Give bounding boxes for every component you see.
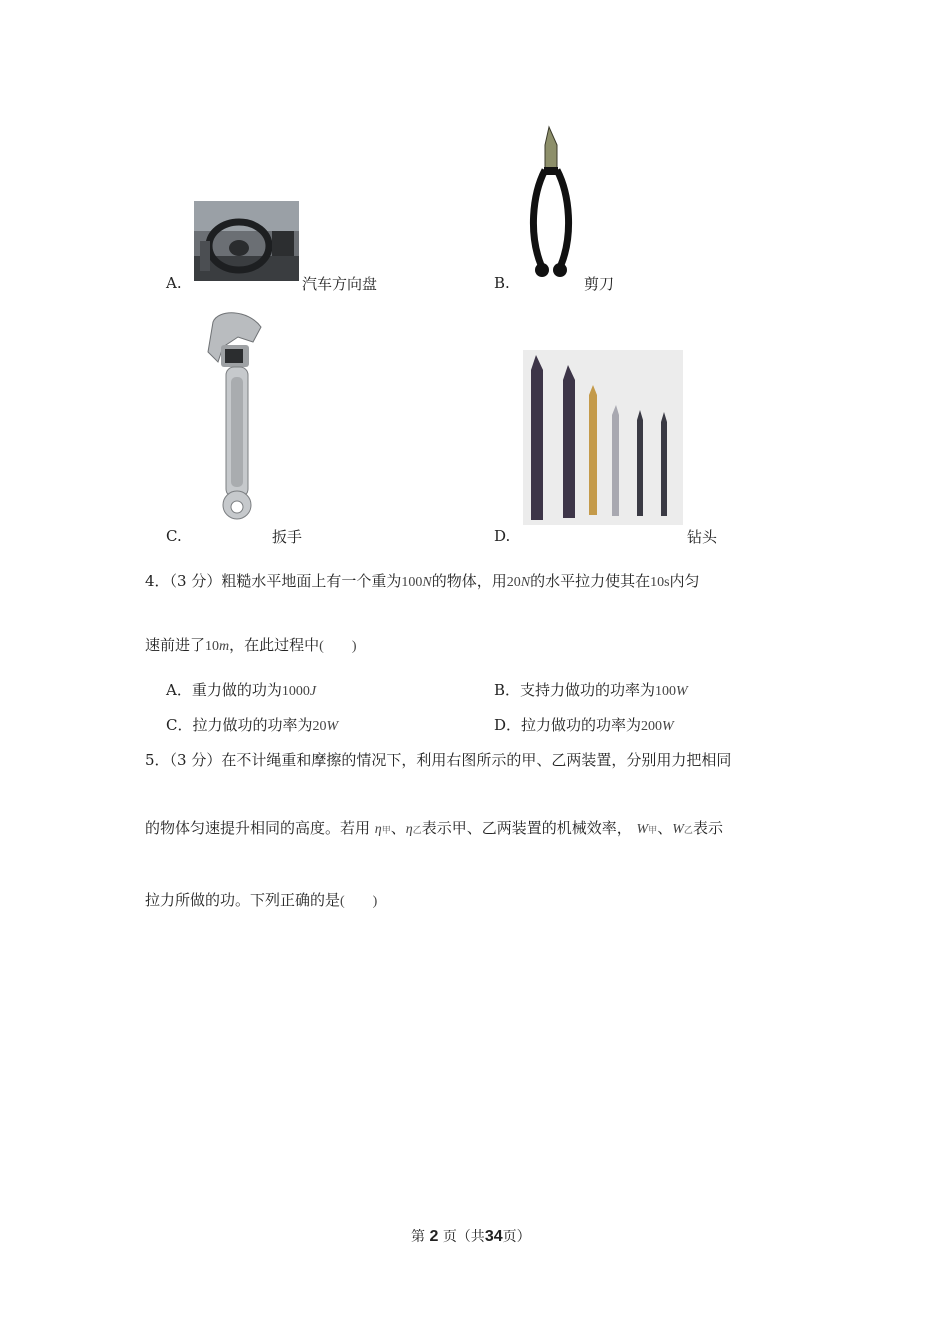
- question-4-line2: [145, 634, 356, 655]
- option-value: [282, 684, 316, 699]
- option-number: 200: [641, 719, 663, 734]
- w-yi-symbol: [672, 822, 693, 837]
- option-letter: C．: [166, 716, 193, 734]
- option-letter: D．: [494, 716, 522, 734]
- option-b-letter: B.: [494, 274, 510, 292]
- question-4-text: 的水平拉力使其在: [530, 572, 651, 590]
- option-a-letter: A.: [166, 274, 182, 292]
- w-jia-symbol: [637, 822, 658, 837]
- eta-symbol: η: [405, 822, 413, 837]
- option-number: 20: [312, 719, 327, 734]
- question-4-line1: [145, 570, 700, 591]
- scissors-image: [527, 125, 575, 280]
- question-4-text: 内匀: [669, 572, 700, 590]
- question-5-text: 表示: [692, 819, 723, 837]
- subscript-yi: 乙: [412, 825, 422, 835]
- q4-option-d[interactable]: [494, 714, 674, 735]
- subscript-jia: 甲: [381, 825, 391, 835]
- eta-symbol: η: [374, 822, 382, 837]
- option-value: [655, 684, 688, 699]
- force-unit: N: [520, 575, 531, 590]
- separator: 、: [390, 819, 406, 837]
- distance-number: 10: [205, 639, 220, 654]
- question-5-score: （3 分）: [169, 751, 222, 769]
- option-letter: A．: [166, 681, 192, 699]
- option-a-label: 汽车方向盘: [302, 275, 378, 293]
- question-5-text: 表示甲、乙两装置的机械效率，: [421, 819, 632, 837]
- weight-unit: N: [422, 575, 432, 590]
- drill-bits-image: [523, 350, 683, 525]
- question-4-text: ，在此过程中: [229, 636, 320, 654]
- option-value: [313, 719, 339, 734]
- option-value: [641, 719, 674, 734]
- question-4-text: 的物体，用: [431, 572, 507, 590]
- question-5-text: 的物体匀速提升相同的高度。若用: [145, 819, 371, 837]
- q4-option-b[interactable]: [494, 679, 688, 700]
- eta-jia-symbol: [375, 822, 391, 837]
- option-number: 1000: [281, 684, 310, 699]
- option-text: 重力做的功为: [191, 681, 282, 699]
- answer-paren: ( ): [340, 894, 378, 909]
- w-symbol: W: [672, 822, 684, 837]
- option-unit: J: [309, 684, 317, 699]
- q4-option-a[interactable]: [166, 679, 316, 700]
- option-number: 100: [655, 684, 677, 699]
- answer-paren: ( ): [319, 639, 357, 654]
- subscript-jia: 甲: [648, 825, 658, 835]
- force-value: [507, 575, 530, 590]
- option-d-label: 钻头: [687, 528, 718, 546]
- distance-unit: m: [219, 639, 230, 654]
- option-unit: W: [662, 719, 674, 734]
- option-text: 拉力做功的功率为: [192, 716, 313, 734]
- option-unit: W: [676, 684, 688, 699]
- option-c-label: 扳手: [272, 528, 303, 546]
- subscript-yi: 乙: [683, 825, 693, 835]
- question-5-number: 5．: [145, 751, 170, 769]
- total-page-number: 34: [484, 1228, 503, 1245]
- force-number: 20: [506, 575, 521, 590]
- question-4-text: 粗糙水平地面上有一个重为: [221, 572, 402, 590]
- wrench-image: [193, 307, 268, 525]
- current-page-number: 2: [429, 1228, 439, 1245]
- option-letter: B．: [494, 681, 521, 699]
- footer-text: 页）: [502, 1229, 531, 1245]
- time-value: 10s: [650, 575, 670, 590]
- option-text: 拉力做功的功率为: [521, 716, 642, 734]
- option-b-label: 剪刀: [584, 275, 615, 293]
- question-5-line3: [145, 889, 377, 910]
- footer-text: 页（共: [442, 1229, 485, 1245]
- distance-value: [205, 639, 229, 654]
- question-4-number: 4．: [145, 572, 170, 590]
- w-symbol: W: [636, 822, 649, 837]
- page-footer: [411, 1226, 531, 1246]
- steering-wheel-image: [194, 201, 299, 281]
- question-5-line1: [145, 749, 731, 770]
- question-5-text: 在不计绳重和摩擦的情况下，利用右图所示的甲、乙两装置，分别用力把相同: [221, 751, 732, 769]
- question-4-text: 速前进了: [145, 636, 206, 654]
- question-5-text: 拉力所做的功。下列正确的是: [145, 891, 341, 909]
- option-d-letter: D.: [494, 527, 511, 545]
- option-unit: W: [326, 719, 339, 734]
- question-4-score: （3 分）: [169, 572, 222, 590]
- weight-number: 100: [401, 575, 423, 590]
- weight-value: [401, 575, 431, 590]
- q4-option-c[interactable]: [166, 714, 338, 735]
- option-text: 支持力做功的功率为: [520, 681, 656, 699]
- separator: 、: [657, 819, 673, 837]
- eta-yi-symbol: [406, 822, 422, 837]
- option-c-letter: C.: [166, 527, 182, 545]
- footer-text: 第: [411, 1229, 425, 1245]
- question-5-line2: [145, 817, 723, 838]
